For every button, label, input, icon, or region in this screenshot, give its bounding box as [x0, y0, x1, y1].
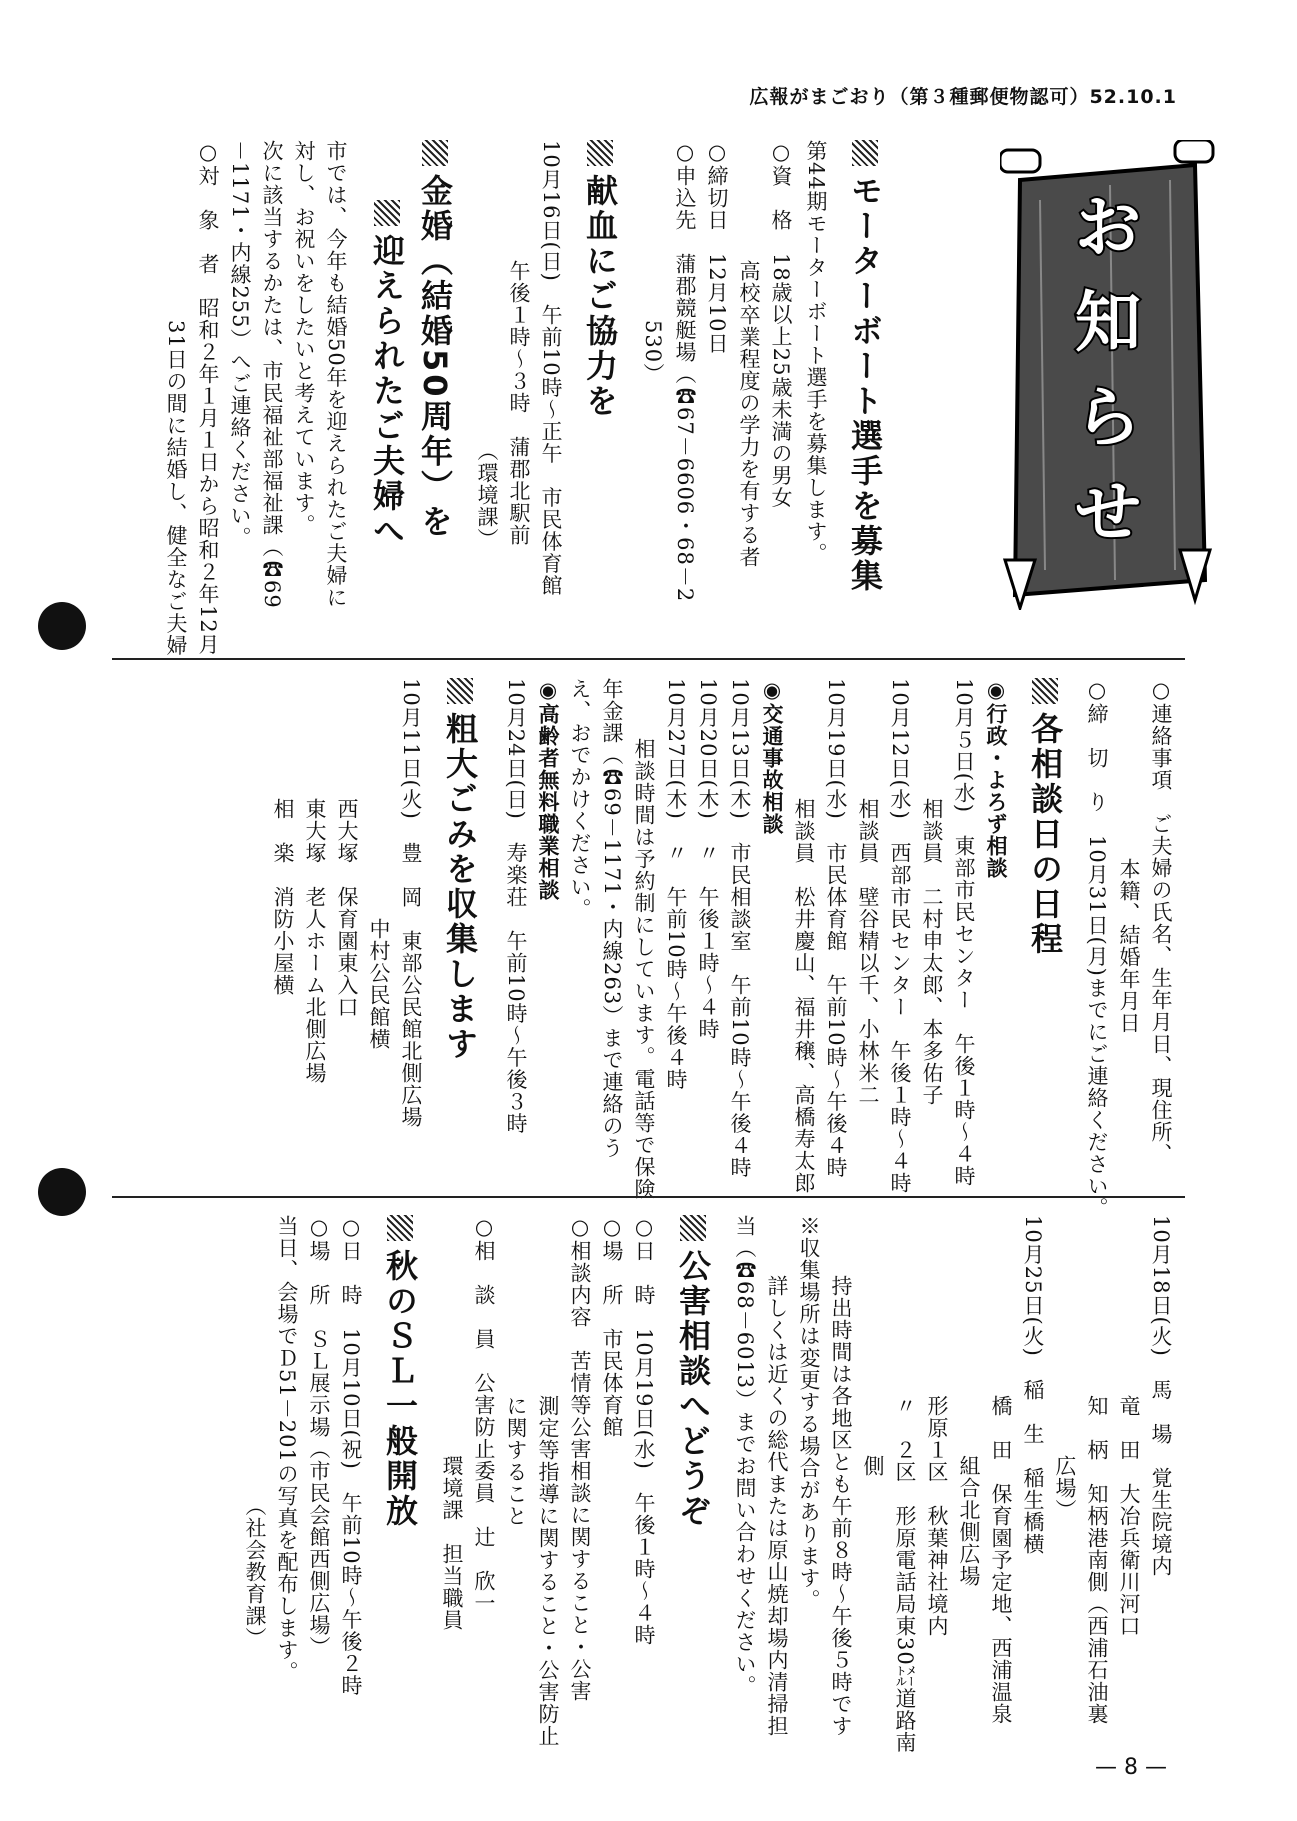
- text-line: 広場）: [1053, 1455, 1077, 1521]
- text-line: 相 楽 消防小屋横: [271, 798, 295, 996]
- text-line: 10月12日(水) 西部市民センター 午後１時～４時: [888, 678, 912, 1194]
- heading-motorboat: モーターボート選手を募集: [843, 140, 887, 594]
- text-line: 午後１時～３時 蒲郡北駅前: [507, 260, 531, 546]
- text-line: 10月24日(日) 寿楽荘 午前10時～午後３時: [504, 678, 528, 1135]
- heading-consultation-schedule: 各相談日の日程: [1023, 678, 1067, 957]
- text-line: ○相談内容 苦情等公害相談に関すること・公害: [568, 1215, 592, 1702]
- text-line: ○日 時 10月19日(水) 午後１時～４時: [632, 1215, 656, 1646]
- band-middle: [120, 678, 1177, 1219]
- text-line: －1171・内線255）へご連絡ください。: [228, 140, 252, 549]
- text-line: 高校卒業程度の学力を有する者: [737, 260, 761, 568]
- text-line: 組合北側広場: [957, 1455, 981, 1587]
- text-line: 当（☎68－6013）までお問い合わせください。: [733, 1215, 757, 1698]
- text-line: ○場 所 市民体育館: [600, 1215, 624, 1438]
- subheading-administrative: ◉行政・よろず相談: [984, 678, 1008, 879]
- text-line: 10月20日(木) 〃 午後１時～４時: [696, 678, 720, 1040]
- text-line: 10月27日(木) 〃 午前10時～午後４時: [664, 678, 688, 1091]
- text-line: 10月18日(火) 馬 場 覚生院境内: [1149, 1215, 1173, 1577]
- svg-text:知: 知: [1075, 284, 1141, 361]
- svg-text:せ: せ: [1075, 474, 1141, 551]
- text-line: 知 柄 知柄港南側（西浦石油裏: [1085, 1395, 1109, 1725]
- heading-pollution-consultation: 公害相談へどうぞ: [671, 1215, 715, 1529]
- text-line: 西大塚 保育園東入口: [335, 798, 359, 1018]
- text-line: （社会教育課）: [243, 1495, 267, 1649]
- heading-sl-open: 秋のＳＬ一般開放: [378, 1215, 422, 1529]
- text-line: え、おでかけください。: [568, 678, 592, 920]
- text-line: 本籍、結婚年月日: [1117, 858, 1141, 1034]
- text-line: に関すること: [504, 1395, 528, 1527]
- text-line: 〃 ２区 形原電話局東30㍍道路南: [893, 1395, 917, 1754]
- text-line: ※収集場所は変更する場合があります。: [797, 1215, 821, 1611]
- text-line: 形原１区 秋葉神社境内: [925, 1395, 949, 1637]
- heading-bulky-garbage: 粗大ごみを収集します: [438, 678, 482, 1062]
- text-line: 詳しくは近くの総代または原山焼却場内清掃担: [765, 1275, 789, 1737]
- text-line: ○締切日 12月10日: [705, 140, 729, 355]
- text-line: 相談員 壁谷精以千、小林米二: [856, 798, 880, 1106]
- text-line: 市では、今年も結婚50年を迎えられたご夫婦に: [324, 140, 348, 609]
- svg-text:お: お: [1075, 189, 1141, 266]
- text-line: ○対 象 者 昭和２年１月１日から昭和２年12月: [196, 140, 220, 656]
- text-line: 10月19日(水) 市民体育館 午前10時～午後４時: [824, 678, 848, 1179]
- subheading-elderly-employment: ◉高齢者無料職業相談: [536, 678, 560, 901]
- text-line: 側: [861, 1455, 885, 1477]
- text-line: （環境課）: [475, 440, 499, 550]
- text-line: 第44期モーターボート選手を募集します。: [804, 140, 828, 565]
- text-line: 10月５日(水) 東部市民センター 午後１時～４時: [952, 678, 976, 1188]
- text-line: ○資 格 18歳以上25歳未満の男女: [769, 140, 793, 509]
- text-line: 竜 田 大冶兵衛川河口: [1117, 1395, 1141, 1637]
- text-line: 橋 田 保育園予定地、西浦温泉: [989, 1395, 1013, 1725]
- heading-golden-wedding-1: 金婚（結婚50周年）を: [413, 140, 457, 540]
- svg-text:ら: ら: [1075, 379, 1141, 456]
- text-line: 相談員 松井慶山、福井穣、高橋寿太郎: [792, 798, 816, 1194]
- text-line: 次に該当するかたは、市民福祉部福祉課（☎69: [260, 140, 284, 609]
- text-line: 10月11日(火) 豊 岡 東部公民館北側広場: [399, 678, 423, 1128]
- text-line: ○連絡事項 ご夫婦の氏名、生年月日、現住所、: [1149, 678, 1173, 1165]
- text-line: ○相 談 員 公害防止委員 辻 欣一: [472, 1215, 496, 1614]
- page-header: 広報がまごおり（第３種郵便物認可）52.10.1: [749, 86, 1177, 108]
- text-line: 530）: [641, 320, 665, 386]
- text-line: 10月16日(日) 午前10時～正午 市民体育館: [539, 140, 563, 597]
- divider: [112, 658, 1185, 660]
- text-line: ○日 時 10月10日(祝) 午前10時～午後２時: [339, 1215, 363, 1697]
- text-line: ○場 所 ＳＬ展示場（市民会館西側広場）: [307, 1215, 331, 1658]
- text-line: 対し、お祝いをしたいと考えています。: [292, 140, 316, 536]
- text-line: 当日、会場でＤ51－201の写真を配布します。: [275, 1215, 299, 1683]
- text-line: 中村公民館横: [367, 918, 391, 1050]
- heading-golden-wedding-2: 迎えられたご夫婦へ: [365, 140, 409, 549]
- text-line: 31日の間に結婚し、健全なご夫婦: [164, 320, 188, 657]
- page-number: — 8 —: [1095, 1755, 1167, 1780]
- text-line: 持出時間は各地区とも午前８時～午後５時です: [829, 1275, 853, 1737]
- text-line: ○締 切 り 10月31日(月)までにご連絡ください。: [1085, 678, 1109, 1219]
- text-line: 相談員 二村申太郎、本多佑子: [920, 798, 944, 1106]
- text-line: ○申込先 蒲郡競艇場（☎67－6606・68－2: [673, 140, 697, 603]
- divider: [112, 1196, 1185, 1198]
- band-top: [120, 140, 1177, 657]
- text-line: 東大塚 老人ホーム北側広場: [303, 798, 327, 1084]
- text-line: 環境課 担当職員: [440, 1455, 464, 1631]
- text-line: 10月25日(火) 稲 生 稲生橋横: [1021, 1215, 1045, 1555]
- band-bottom: [120, 1215, 1177, 1754]
- text-line: 年金課（☎69－1171・内線263）まで連絡のう: [600, 678, 624, 1160]
- text-line: 測定等指導に関すること・公害防止: [536, 1395, 560, 1747]
- text-line: 10月13日(木) 市民相談室 午前10時～午後４時: [728, 678, 752, 1179]
- binder-hole: [38, 602, 86, 650]
- text-line: 相談時間は予約制にしています。電話等で保険: [632, 738, 656, 1200]
- subheading-traffic-accident: ◉交通事故相談: [760, 678, 784, 835]
- binder-hole: [38, 1168, 86, 1216]
- heading-blood-donation: 献血にご協力を: [578, 140, 622, 419]
